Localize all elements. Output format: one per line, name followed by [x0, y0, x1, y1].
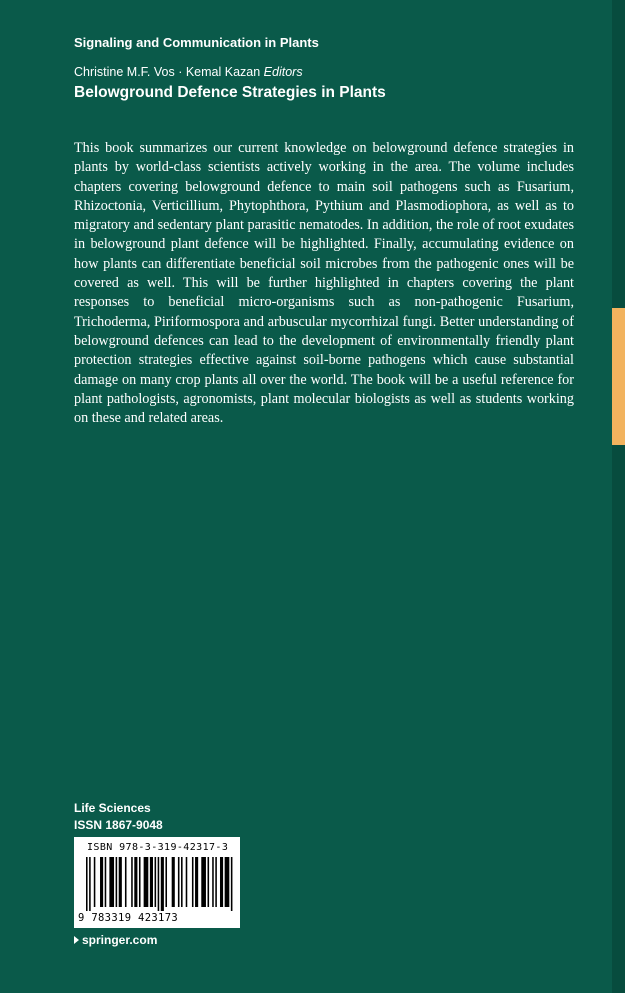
editor-names: Christine M.F. Vos · Kemal Kazan [74, 65, 261, 79]
editors-line [74, 65, 303, 80]
editors-role: Editors [263, 65, 303, 79]
series-title: Signaling and Communication in Plants [74, 35, 319, 50]
barcode-digits: 9 783319 423173 [78, 912, 179, 924]
barcode-bar [89, 857, 91, 911]
subject-category: Life Sciences [74, 801, 151, 815]
barcode-bar [212, 857, 214, 907]
issn-number: ISSN 1867-9048 [74, 818, 163, 832]
barcode-bars [86, 857, 234, 911]
spine-edge [612, 0, 625, 993]
barcode-bar [134, 857, 137, 907]
barcode-bar [181, 857, 183, 907]
barcode-bar [225, 857, 230, 907]
barcode-bar [158, 857, 160, 911]
barcode-box [74, 837, 240, 928]
publisher-link-label: springer.com [82, 933, 158, 947]
barcode-bar [161, 857, 164, 911]
publisher-link[interactable] [74, 932, 157, 948]
barcode-bar [116, 857, 118, 907]
barcode-bar [125, 857, 127, 907]
book-description: This book summarizes our current knowledge on belowground defence strategies in plants by world-class scientists actively working in the area. The volume includes chapters covering belowground defence to main soil pathogens such as Fusarium, Rhizoctonia, Verticillium, Phytophthora, Pythium and Plasmodiophora, as well as to migratory and sedentary plant parasitic nematodes. In addition, the role of root exudates in belowground plant defence will be highlighted. Finally, accumulating evidence on how plants can differentiate beneficial soil microbes from the pathogenic ones will be covered as well. This will be further highlighted in chapters covering the plant responses to beneficial micro-organisms such as non-pathogenic Fusarium, Trichoderma, Piriformospora and arbuscular mycorrhizal fungi. Better understanding of belowground defences can lead to the development of environmentally friendly plant protection strategies effective against soil-borne pathogens which cause substantial damage on many crop plants all over the world. The book will be a useful reference for plant pathologists, agronomists, plant molecular biologists as well as students working on these and related areas. [74, 140, 574, 427]
barcode-bar [105, 857, 107, 907]
barcode-bar [139, 857, 141, 907]
barcode-bar [150, 857, 153, 907]
triangle-right-icon [74, 936, 79, 944]
barcode-bar [215, 857, 217, 907]
barcode-bar [100, 857, 103, 907]
barcode-bar [195, 857, 198, 907]
barcode-bar [165, 857, 167, 907]
spine-color-tab [612, 308, 625, 445]
barcode-bar [186, 857, 188, 907]
barcode-bar [131, 857, 133, 907]
barcode-bar [231, 857, 233, 911]
barcode-bar [172, 857, 175, 907]
barcode-bar [109, 857, 114, 907]
barcode-bar [86, 857, 88, 911]
book-title: Belowground Defence Strategies in Plants [74, 84, 386, 101]
barcode-bar [94, 857, 96, 907]
barcode-bar [220, 857, 223, 907]
barcode-bar [208, 857, 210, 907]
barcode-bar [192, 857, 194, 907]
isbn-label: ISBN 978-3-319-42317-3 [87, 842, 229, 853]
barcode-bar [119, 857, 122, 907]
barcode-bar [144, 857, 149, 907]
barcode-bar [155, 857, 157, 907]
barcode-bar [178, 857, 180, 907]
barcode-bar [201, 857, 206, 907]
